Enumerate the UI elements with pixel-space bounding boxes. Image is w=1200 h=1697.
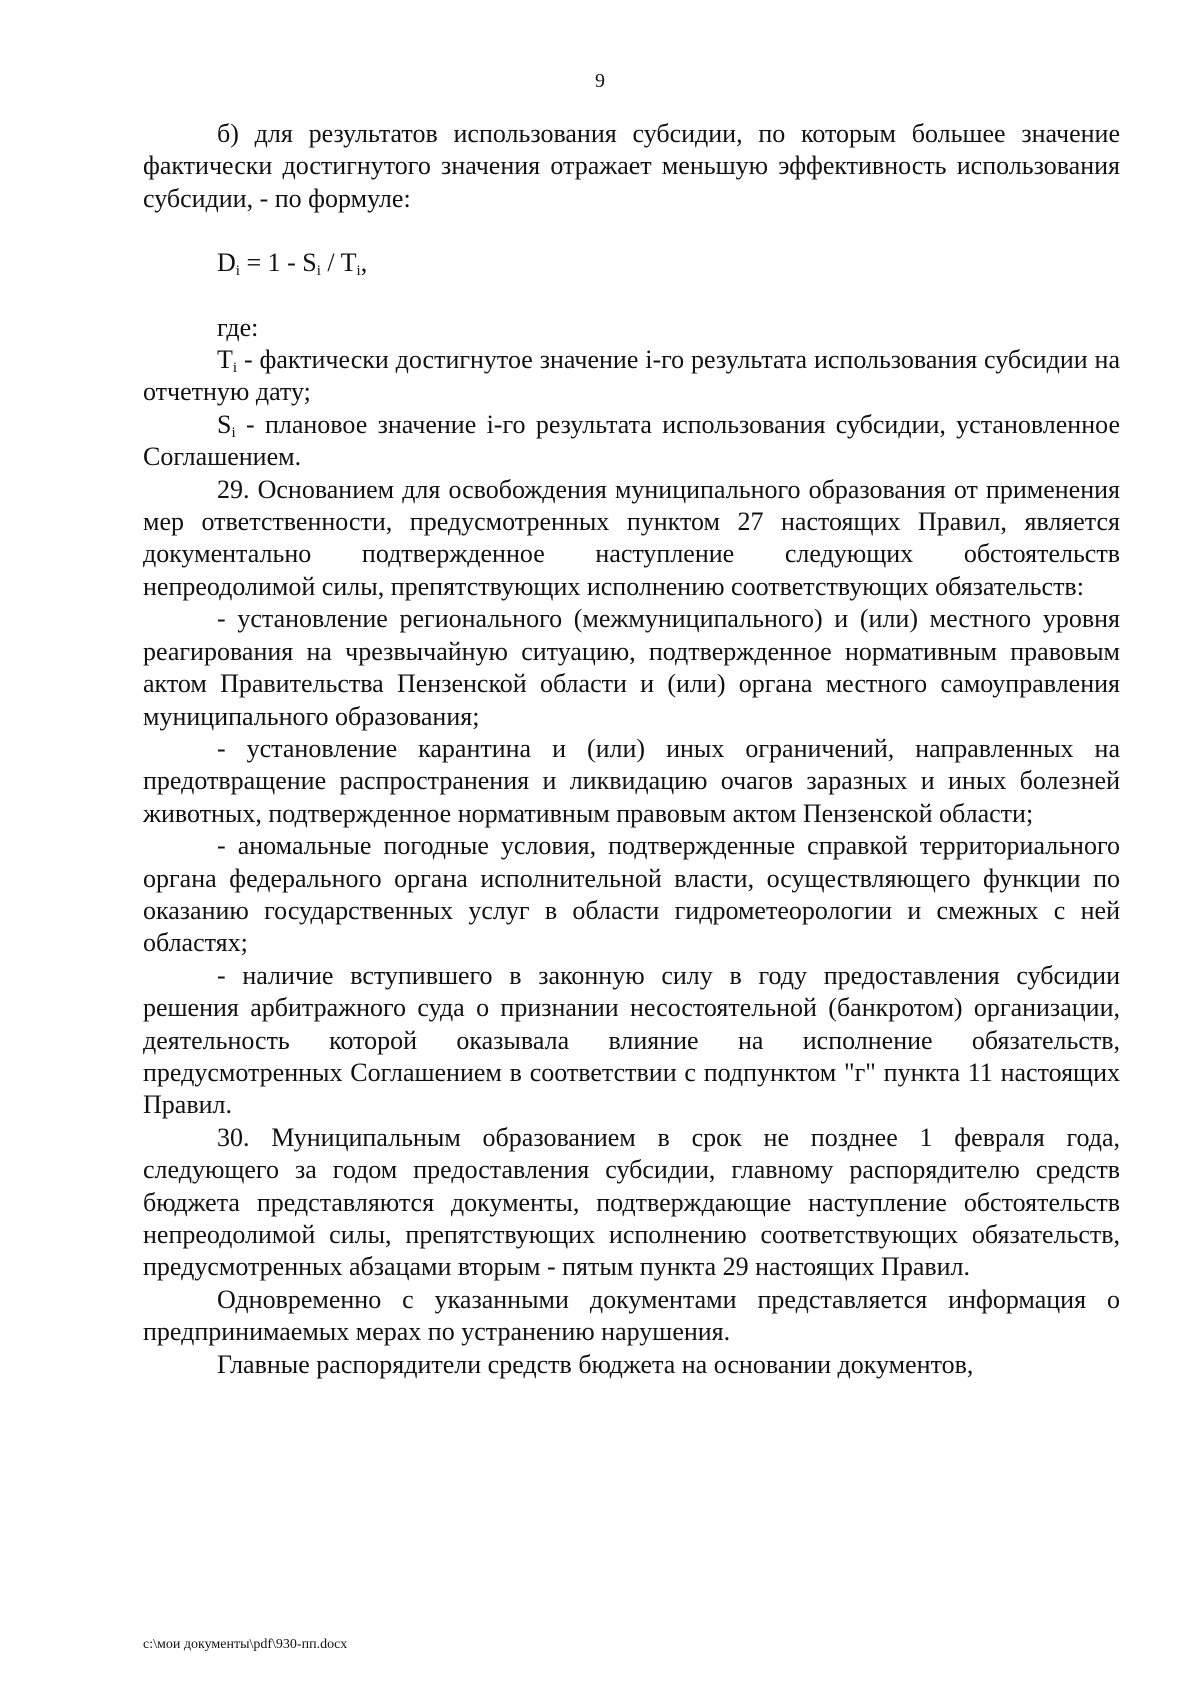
ti-subscript: i xyxy=(232,360,238,377)
formula-s-subscript: i xyxy=(316,263,321,280)
si-symbol: S xyxy=(217,409,232,439)
list-item-4: - наличие вступившего в законную силу в году предоставления субсидии решения арбитражного суда о признании несостоятельной (банкротом) организации, деятельность которой оказывала влияние на исполнение обязательств, предусмотренных Соглашением в соответствии с подпунктом "г" пункта 11 настоящих Правил. xyxy=(143,960,1120,1120)
formula-middle: = 1 - S xyxy=(239,248,317,278)
formula-di xyxy=(143,247,1120,279)
paragraph-simultaneously: Одновременно с указанными документами представляется информация о предпринимаемых мерах по устранению нарушения. xyxy=(143,1284,1120,1347)
paragraph-30: 30. Муниципальным образованием в срок не позднее 1 февраля года, следующего за годом предоставления субсидии, главному распорядителю средств бюджета представляются документы, подтверждающие наступление обстоятельств непреодолимой силы, препятствующих исполнению соответствующих обязательств, предусмотренных абзацами вторым - пятым пункта 29 настоящих Правил. xyxy=(143,1122,1120,1282)
formula-t-subscript: i xyxy=(356,263,361,280)
formula-d-subscript: i xyxy=(235,263,240,280)
definition-si xyxy=(143,409,1120,474)
paragraph-main-managers: Главные распорядители средств бюджета на основании документов, xyxy=(217,1349,974,1379)
formula-slash: / T xyxy=(320,248,357,278)
si-definition-text: - плановое значение i-го результата использования субсидии, установленное Соглашением. xyxy=(143,409,1120,472)
paragraph-b: б) для результатов использования субсидии, по которым большее значение фактически достигнутого значения отражает меньшую эффективность использования субсидии, - по формуле: xyxy=(143,119,1120,213)
list-item-1: - установление регионального (межмуниципального) и (или) местного уровня реагирования на чрезвычайную ситуацию, подтвержденное нормативным правовым актом Правительства Пензенской области и (или) органа местного самоуправления муниципального образования; xyxy=(143,604,1120,731)
si-subscript: i xyxy=(231,424,236,441)
ti-definition-text: - фактически достигнутое значение i-го результата использования субсидии на отчетную дату; xyxy=(143,345,1120,407)
list-item-3: - аномальные погодные условия, подтвержденные справкой территориального органа федерального органа исполнительной власти, осуществляющего функции по оказанию государственных услуг в области гидрометеорологии и смежных с ней областях; xyxy=(143,831,1120,958)
page-number: 9 xyxy=(595,70,605,92)
definition-ti xyxy=(143,344,1120,409)
formula-end: , xyxy=(360,248,368,278)
ti-symbol: T xyxy=(217,345,233,375)
list-item-2: - установление карантина и (или) иных ограничений, направленных на предотвращение распространения и ликвидацию очагов заразных и иных болезней животных, подтвержденное нормативным правовым актом Пензенской области; xyxy=(143,733,1120,828)
document-body xyxy=(143,118,1120,1381)
where-label: где: xyxy=(217,312,259,342)
paragraph-29: 29. Основанием для освобождения муниципального образования от применения мер ответственности, предусмотренных пунктом 27 настоящих Правил, является документально подтвержденное наступление следующих обстоятельств непреодолимой силы, препятствующих исполнению соответствующих обязательств: xyxy=(143,474,1120,601)
footer-file-path: c:\мои документы\pdf\930-пп.docx xyxy=(143,1637,348,1652)
formula-d: D xyxy=(217,248,236,278)
